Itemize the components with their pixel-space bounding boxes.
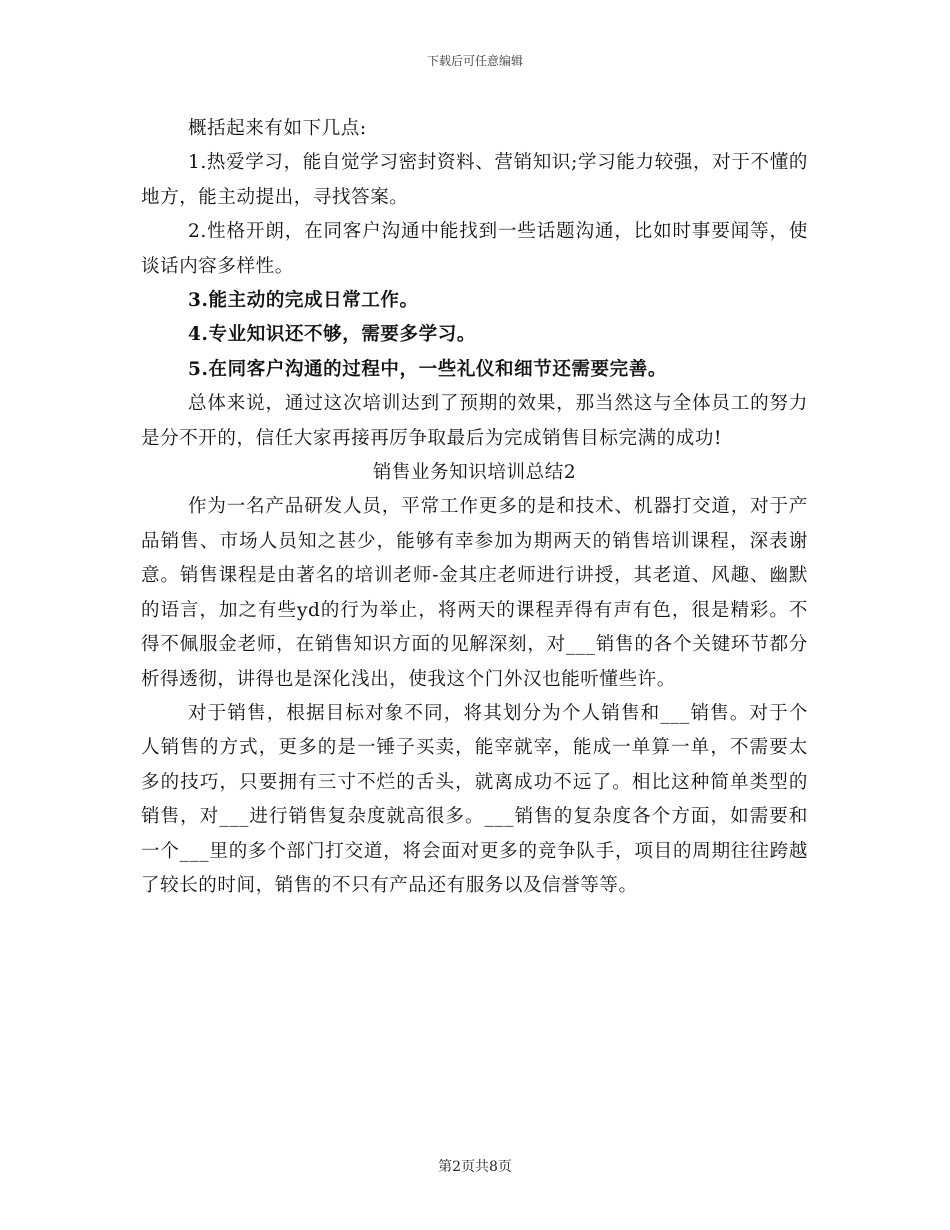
paragraph-body-1: 作为一名产品研发人员，平常工作更多的是和技术、机器打交道，对于产品销售、市场人员知之甚少，能够有幸参加为期两天的销售培训课程，深表谢意。销售课程是由著名的培训老师-金其庄老师进行讲授，其老道、风趣、幽默的语言，加之有些yd的行为举止，将两天的课程弄得有声有色，很是精彩。不得不佩服金老师，在销售知识方面的见解深刻，对___销售的各个关键环节都分析得透彻，讲得也是深化浅出，使我这个门外汉也能听懂些许。 — [141, 496, 808, 690]
paragraph-body-2: 对于销售，根据目标对象不同，将其划分为个人销售和___销售。对于个人销售的方式，更多的是一锤子买卖，能宰就宰，能成一单算一单，不需要太多的技巧，只要拥有三寸不烂的舌头，就离成功不远了。相比这种简单类型的销售，对___进行销售复杂度就高很多。___销售的复杂度各个方面，如需要和一个___里的多个部门打交道，将会面对更多的竞争队手，项目的周期往往跨越了较长的时间，销售的不只有产品还有服务以及信誉等等。 — [141, 702, 808, 896]
section-title: 销售业务知识培训总结2 — [372, 462, 577, 484]
paragraph-point-3: 3.能主动的完成日常工作。 — [188, 290, 419, 312]
page-footer-page-number: 第2页共8页 — [438, 1159, 512, 1175]
paragraph-point-2: 2.性格开朗，在同客户沟通中能找到一些话题沟通，比如时事要闻等，使谈话内容多样性。 — [141, 221, 808, 277]
page-header: 下载后可任意编辑 — [426, 54, 523, 68]
paragraph-point-1: 1.热爱学习，能自觉学习密封资料、营销知识;学习能力较强，对于不懂的地方，能主动提出，寻找答案。 — [141, 152, 808, 208]
paragraph-point-5: 5.在同客户沟通的过程中，一些礼仪和细节还需要完善。 — [188, 358, 667, 380]
paragraph-conclusion: 总体来说，通过这次培训达到了预期的效果，那当然这与全体员工的努力是分不开的，信任大家再接再厉争取最后为完成销售目标完满的成功! — [141, 393, 808, 449]
document-body — [141, 112, 808, 903]
paragraph-summary-intro: 概括起来有如下几点: — [188, 118, 367, 139]
paragraph-point-4: 4.专业知识还不够，需要多学习。 — [188, 324, 476, 346]
